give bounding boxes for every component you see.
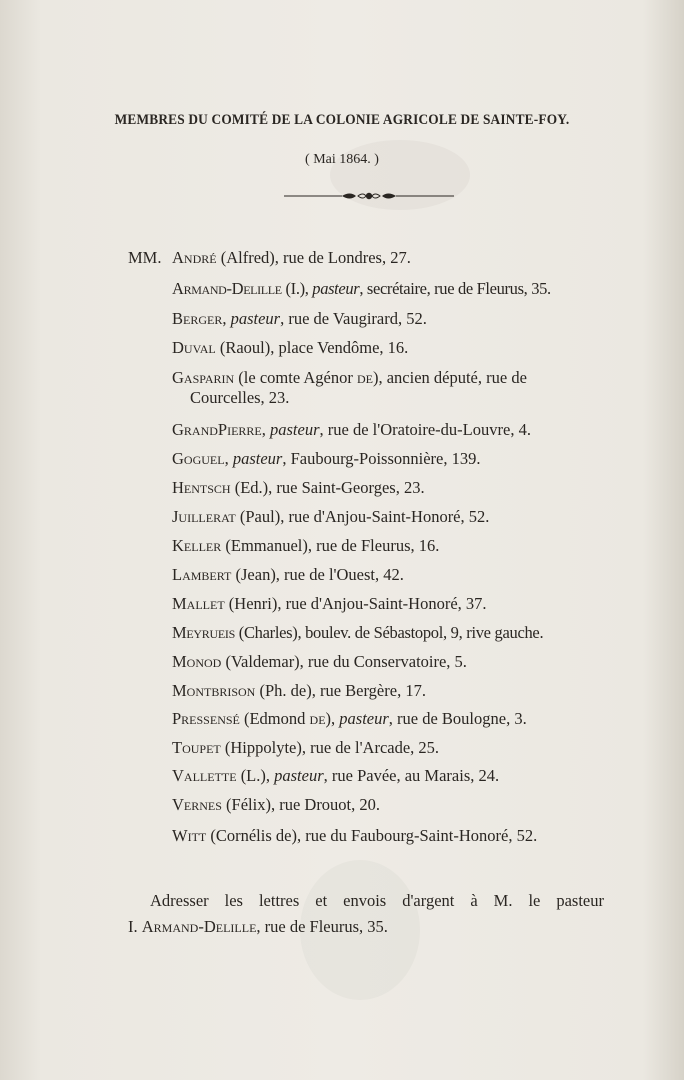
member-details: (Ph. de), rue Bergère, 17.	[255, 681, 426, 700]
member-entry	[172, 309, 612, 329]
member-role: pasteur	[230, 309, 281, 328]
member-entry	[172, 766, 612, 786]
member-details: (Cornélis de), rue du Faubourg-Saint-Honoré, 52.	[206, 826, 538, 845]
mm-prefix: MM.	[128, 248, 162, 267]
member-details: (I.),	[281, 279, 313, 298]
member-details-continued: Courcelles, 23.	[190, 388, 290, 407]
page-title: MEMBRES DU COMITÉ DE LA COLONIE AGRICOLE DE SAINTE-FOY.	[114, 112, 570, 128]
member-details: (Hippolyte), rue de l'Arcade, 25.	[220, 738, 440, 757]
member-name: GrandPierre	[172, 420, 262, 439]
member-name: Berger	[172, 309, 223, 328]
member-details: ),	[325, 709, 340, 728]
footer-name: Armand-Delille	[141, 917, 257, 936]
member-name: Keller	[172, 536, 222, 555]
member-details: ,	[261, 420, 271, 439]
member-name: Duval	[172, 338, 216, 357]
member-details: (Alfred), rue de Londres, 27.	[216, 248, 411, 267]
member-particle: de	[309, 709, 326, 728]
member-entry	[172, 795, 612, 815]
member-name: André	[172, 248, 217, 267]
member-name: Toupet	[172, 738, 221, 757]
member-details: , Faubourg-Poissonnière, 139.	[282, 449, 481, 468]
member-name: Gasparin	[172, 368, 235, 387]
member-entry	[172, 594, 612, 614]
member-entry	[172, 368, 612, 408]
member-details: ,	[222, 309, 231, 328]
member-name: Goguel	[172, 449, 225, 468]
member-details: (le comte Agénor	[234, 368, 357, 387]
member-entry	[172, 826, 612, 846]
member-name: Juillerat	[172, 507, 236, 526]
divider-ornament-icon	[284, 188, 454, 204]
member-details: ,	[224, 449, 233, 468]
member-details: , secrétaire, rue de Fleurus, 35.	[359, 279, 551, 298]
member-entry	[172, 338, 612, 358]
member-entry	[172, 565, 612, 585]
member-name: Vallette	[172, 766, 237, 785]
member-entry	[172, 652, 612, 672]
member-entry	[172, 738, 612, 758]
date-line: ( Mai 1864. )	[305, 152, 379, 167]
member-entry	[172, 507, 612, 527]
footer-prefix: I.	[128, 917, 142, 936]
member-entry	[172, 478, 612, 498]
member-entry	[172, 420, 612, 440]
member-entry	[172, 709, 612, 729]
member-details: (Henri), rue d'Anjou-Saint-Honoré, 37.	[224, 594, 487, 613]
member-details: (Paul), rue d'Anjou-Saint-Honoré, 52.	[235, 507, 490, 526]
member-name: Meyrueis	[172, 623, 235, 642]
member-details: , rue Pavée, au Marais, 24.	[323, 766, 500, 785]
member-entry	[172, 449, 612, 469]
member-role: pasteur	[232, 449, 283, 468]
member-details: (Emmanuel), rue de Fleurus, 16.	[221, 536, 440, 555]
member-details: (Raoul), place Vendôme, 16.	[215, 338, 409, 357]
member-details: (L.),	[236, 766, 275, 785]
member-entry	[172, 681, 612, 701]
member-details: , rue de Vaugirard, 52.	[280, 309, 427, 328]
member-role: pasteur	[339, 709, 389, 728]
member-entry	[172, 623, 612, 643]
member-details: (Charles), boulev. de Sébastopol, 9, rive gauche.	[234, 623, 544, 642]
member-name: Hentsch	[172, 478, 231, 497]
member-entry	[172, 279, 612, 299]
member-role: pasteur	[274, 766, 324, 785]
member-name: Montbrison	[172, 681, 256, 700]
footer-rest: , rue de Fleurus, 35.	[256, 917, 388, 936]
member-name: Vernes	[172, 795, 222, 814]
member-role: pasteur	[312, 279, 360, 298]
member-name: Lambert	[172, 565, 232, 584]
member-name: Witt	[172, 826, 207, 845]
member-name: Monod	[172, 652, 222, 671]
member-details: , rue de l'Oratoire-du-Louvre, 4.	[319, 420, 531, 439]
member-details: , rue de Boulogne, 3.	[388, 709, 527, 728]
member-particle: de	[356, 368, 373, 387]
member-details: (Félix), rue Drouot, 20.	[221, 795, 381, 814]
member-details: ), ancien député, rue de	[372, 368, 527, 387]
footer-instructions: Adresser les lettres et envois d'argent à M. le pasteur	[150, 891, 604, 910]
footer-address	[128, 914, 604, 940]
member-name: Mallet	[172, 594, 225, 613]
member-details: (Jean), rue de l'Ouest, 42.	[231, 565, 404, 584]
member-details: (Valdemar), rue du Conservatoire, 5.	[221, 652, 467, 671]
member-name: Armand-Delille	[172, 279, 282, 298]
member-entry	[172, 536, 612, 556]
member-details: (Ed.), rue Saint-Georges, 23.	[230, 478, 425, 497]
member-details: (Edmond	[239, 709, 310, 728]
member-entry	[172, 248, 612, 268]
member-name: Pressensé	[172, 709, 240, 728]
member-role: pasteur	[270, 420, 320, 439]
